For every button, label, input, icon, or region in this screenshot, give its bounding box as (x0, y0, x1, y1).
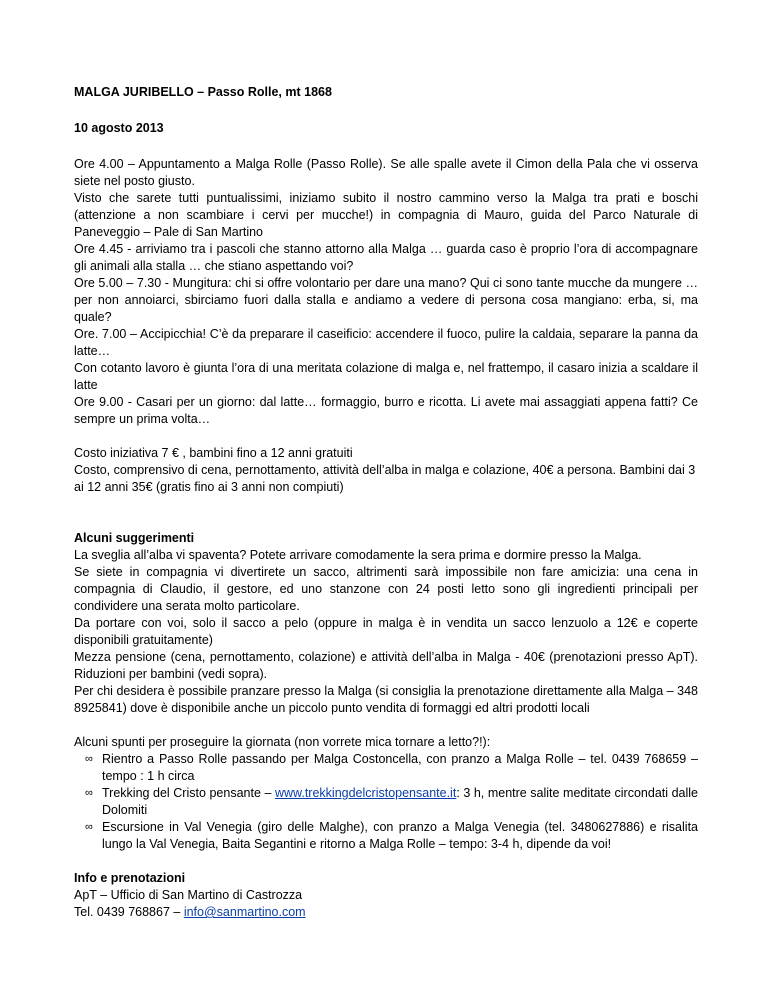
event-date: 10 agosto 2013 (74, 121, 164, 135)
info-contact (74, 904, 698, 921)
spacer (74, 513, 698, 530)
idea-text: Rientro a Passo Rolle passando per Malga Costoncella, con pranzo a Malga Rolle – tel. 0439 768659 – tempo : 1 h circa (102, 752, 698, 783)
program-line: Ore 4.00 – Appuntamento a Malga Rolle (Passo Rolle). Se alle spalle avete il Cimon della Pala che vi osserva siete nel posto giusto. (74, 157, 698, 188)
document-body (74, 84, 698, 921)
email-link[interactable]: info@sanmartino.com (183, 905, 306, 919)
program-line: Ore 4.45 - arriviamo tra i pascoli che stanno attorno alla Malga … guarda caso è proprio l’ora di accompagnare gli animali alla stalla … che stiano aspettando voi? (74, 242, 698, 273)
phone-text: Tel. 0439 768867 – (74, 905, 184, 919)
document-title: MALGA JURIBELLO – Passo Rolle, mt 1868 (74, 85, 332, 99)
program-section (74, 156, 698, 428)
bullet-icon: ∞ (85, 787, 93, 799)
program-line: Ore 9.00 - Casari per un giorno: dal latte… formaggio, burro e ricotta. Li avete mai assaggiati appena fatti? Ce sempre un prima volta… (74, 395, 698, 426)
suggestions-heading: Alcuni suggerimenti (74, 531, 195, 545)
suggestions-section (74, 530, 698, 717)
list-item (74, 819, 698, 853)
program-line: Visto che sarete tutti puntualissimi, iniziamo subito il nostro cammino verso la Malga tra prati e boschi (attenzione a non scambiare i cervi per mucche!) in compagnia di Mauro, guida del Parco Naturale di Paneveggio – Pale di San Martino (74, 191, 698, 239)
ideas-list (74, 751, 698, 853)
ideas-section (74, 734, 698, 853)
suggestion-line: Se siete in compagnia vi divertirete un sacco, altrimenti sarà impossibile non fare amicizia: una cena in compagnia di Claudio, il gestore, ed uno stanzone con 24 posti letto sono gli ingredienti principali per condividere una serata molto particolare. (74, 565, 698, 613)
suggestion-line: La sveglia all’alba vi spaventa? Potete arrivare comodamente la sera prima e dormire presso la Malga. (74, 548, 642, 562)
ideas-intro: Alcuni spunti per proseguire la giornata (non vorrete mica tornare a letto?!): (74, 735, 491, 749)
program-line: Ore. 7.00 – Accipicchia! C’è da preparare il caseificio: accendere il fuoco, pulire la caldaia, separare la panna da latte… (74, 327, 698, 358)
list-item (74, 751, 698, 785)
program-line: Ore 5.00 – 7.30 - Mungitura: chi si offre volontario per dare una mano? Qui ci sono tante mucche da mungere … per non annoiarci, sbirciamo fuori dalla stalla e andiamo a vedere di persona cosa mangiano: erba, si, ma quale? (74, 276, 698, 324)
costs-section (74, 445, 698, 496)
cost-line: Costo, comprensivo di cena, pernottamento, attività dell’alba in malga e colazione, 40€ a persona. Bambini dai 3 ai 12 anni 35€ (gratis fino ai 3 anni non compiuti) (74, 463, 696, 494)
idea-text: : 3 h, mentre salite meditate circondati dalle Dolomiti (102, 786, 698, 817)
suggestion-line: Da portare con voi, solo il sacco a pelo (oppure in malga è in vendita un sacco lenzuolo a 12€ e coperte disponibili gratuitamente) (74, 616, 698, 647)
idea-text: Escursione in Val Venegia (giro delle Malghe), con pranzo a Malga Venegia (tel. 3480627886) e risalita lungo la Val Venegia, Baita Segantini e ritorno a Malga Rolle – tempo: 3-4 h, dipende da voi! (102, 820, 698, 851)
bullet-icon: ∞ (85, 753, 93, 765)
bullet-icon: ∞ (85, 821, 93, 833)
info-office: ApT – Ufficio di San Martino di Castrozza (74, 888, 303, 902)
trekking-link[interactable]: www.trekkingdelcristopensante.it (274, 786, 457, 800)
suggestion-line: Per chi desidera è possibile pranzare presso la Malga (si consiglia la prenotazione direttamente alla Malga – 348 8925841) dove è disponibile anche un piccolo punto vendita di formaggi ed altri prodotti locali (74, 684, 698, 715)
cost-line: Costo iniziativa 7 € , bambini fino a 12 anni gratuiti (74, 446, 353, 460)
program-line: Con cotanto lavoro è giunta l’ora di una meritata colazione di malga e, nel frattempo, il casaro inizia a scaldare il latte (74, 361, 698, 392)
suggestion-line: Mezza pensione (cena, pernottamento, colazione) e attività dell’alba in Malga - 40€ (prenotazioni presso ApT). Riduzioni per bambini (vedi sopra). (74, 650, 698, 681)
info-heading: Info e prenotazioni (74, 871, 186, 885)
idea-text: Trekking del Cristo pensante – (102, 786, 275, 800)
list-item (74, 785, 698, 819)
info-section (74, 870, 698, 921)
